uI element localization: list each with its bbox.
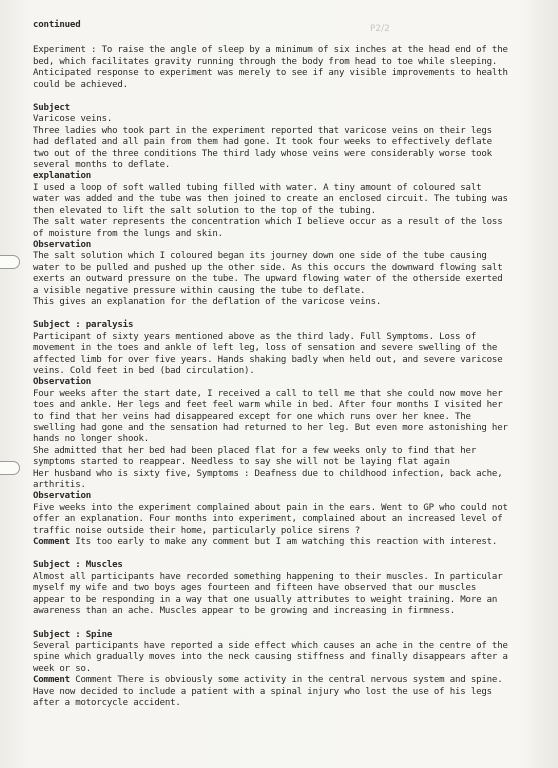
paralysis-body: Participant of sixty years mentioned above as the third lady. Full Symptoms. Loss of movement in the toes and ankle of left leg, loss of sensation and severe swelling of the affected limb for over five years. Hands shaking badly when held out, and severe varicose veins. Cold feet in bed (bad circulation). xyxy=(33,331,503,376)
muscles-body: Almost all participants have recorded something happening to their muscles. In particular myself my wife and two boys ages fourteen and fifteen have observed that our muscles appear to be responding in a way that one usually attributes to weight training. More an awareness than an ache. Muscles appear to be growing and increasing in firmness. xyxy=(33,571,503,617)
paralysis-comment-text: Its too early to make any comment but I am watching this reaction with interest. xyxy=(69,537,498,548)
paralysis-observation-1: Four weeks after the start date, I received a call to tell me that she could now move her toes and ankle. Her legs and feet feel warm while in bed. After four months I visited her to find that her veins had disappeared except for one which runs over her knee. The swelling had gone and the sensation had returned to her leg. But even more astonishing her hands no longer shook. xyxy=(33,388,508,445)
paralysis-subject-heading: Subject : paralysis xyxy=(33,320,134,331)
explanation-paragraph-2: The salt water represents the concentration which I believe occur as a result of the loss of moisture from the lungs and skin. xyxy=(33,217,503,239)
varicose-subtitle: Varicose veins. xyxy=(33,114,113,125)
paralysis-comment-label: Comment xyxy=(33,537,70,548)
varicose-observation-heading: Observation xyxy=(33,239,92,250)
explanation-paragraph-1: I used a loop of soft walled tubing filled with water. A tiny amount of coloured salt water was added and the tube was then joined to create an enclosed circuit. The tubing was then elevated to lift the salt solution to the top of the tubing. xyxy=(33,182,508,216)
punch-hole-upper xyxy=(0,255,20,269)
paralysis-observation2-heading: Observation xyxy=(33,491,92,502)
muscles-subject-heading: Subject : Muscles xyxy=(33,560,123,571)
document-body xyxy=(33,20,513,709)
varicose-body: Three ladies who took part in the experiment reported that varicose veins on their legs had deflated and all pain from them had gone. It took four weeks to effectively deflate two out of the three conditions The third lady whose veins were considerably worse took several months to deflate. xyxy=(33,125,492,171)
spine-comment-text: Comment There is obviously some activity in the central nervous system and spine. Have now decided to include a patient with a spinal injury who lost the use of his legs after a motorcycle accident. xyxy=(33,675,503,708)
varicose-observation-2: This gives an explanation for the deflation of the varicose veins. xyxy=(33,296,382,307)
anticipated-response-paragraph: Anticipated response to experiment was merely to see if any visible improvements to health could be achieved. xyxy=(33,68,508,90)
spine-comment-label: Comment xyxy=(33,675,70,686)
punch-hole-lower xyxy=(0,461,20,475)
varicose-subject-heading: Subject xyxy=(33,103,70,114)
paralysis-observation-3: Her husband who is sixty five, Symptoms : Deafness due to childhood infection, back ache, arthritis. xyxy=(33,468,503,491)
bleed-through-text: P2/2 xyxy=(370,24,390,34)
paralysis-observation2: Five weeks into the experiment complained about pain in the ears. Went to GP who could not offer an explanation. Four months into experiment, complained about an increased level of traffic noise outside their home, particularly police sirens ? xyxy=(33,502,508,536)
experiment-paragraph: Experiment : To raise the angle of sleep by a minimum of six inches at the head end of the bed, which facilitates gravity running through the body from head to toe while sleeping. xyxy=(33,45,508,67)
explanation-heading: explanation xyxy=(33,171,92,182)
spine-comment xyxy=(33,675,513,709)
paralysis-comment xyxy=(33,537,513,548)
varicose-observation-1: The salt solution which I coloured began its journey down one side of the tube causing water to be pulled and pushed up the other side. As this occurs the downward flowing salt exerts an outward pressure on the tube. The upward flowing water of the otherside exerted a visible negative pressure within causing the tube to deflate. xyxy=(33,251,503,296)
spine-subject-heading: Subject : Spine xyxy=(33,629,113,640)
continued-header: continued xyxy=(33,20,81,30)
paralysis-observation-2: She admitted that her bed had been placed flat for a few weeks only to find that her symptoms started to reappear. Needless to say she will not be laying flat again xyxy=(33,445,477,468)
spine-body: Several participants have reported a side effect which causes an ache in the centre of the spine which gradually moves into the neck causing stiffness and finally disappears after a week or so. xyxy=(33,640,508,674)
paralysis-observation-heading: Observation xyxy=(33,377,92,388)
